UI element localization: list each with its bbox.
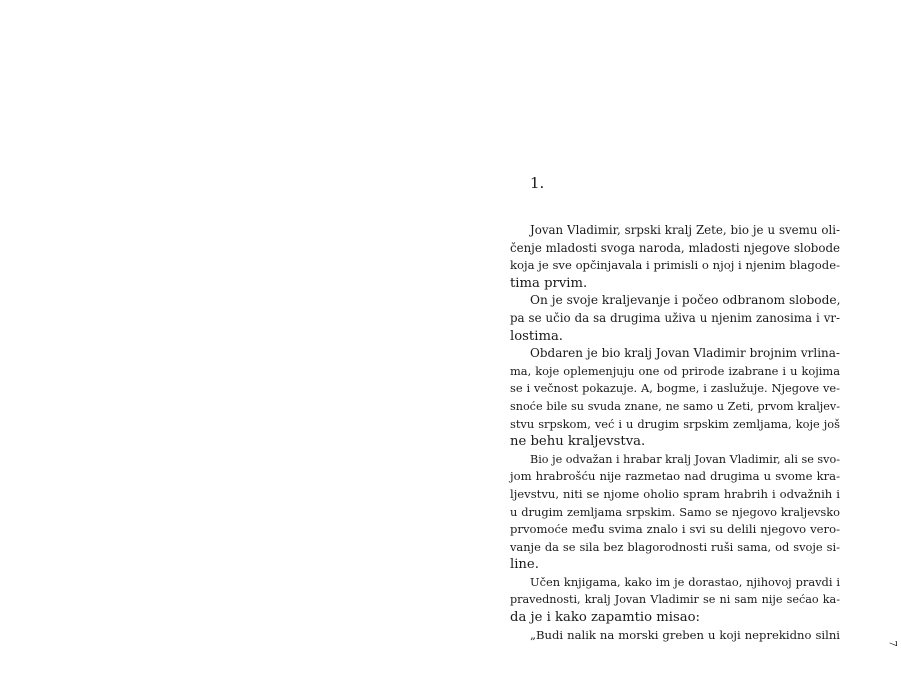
text-line: ma, koje oplemenjuju one od prirode izabrane i u kojima (510, 363, 840, 378)
text-line: jom hrabrošću nije razmetao nad drugima u svome kra- (510, 469, 840, 484)
text-line: Učen knjigama, kako im je dorastao, njihovoj pravdi i (530, 574, 840, 589)
text-line: koja je sve opčinjavala i primisli o njoj i njenim blagode- (510, 258, 840, 273)
text-line: „Budi nalik na morski greben u koji neprekidno silni (530, 627, 840, 642)
text-line: prvomoće među svima znalo i svi su delili njegovo vero- (510, 522, 840, 537)
text-line: Jovan Vladimir, srpski kralj Zete, bio je u svemu oli- (530, 223, 840, 237)
chapter-number: 1. (530, 174, 545, 192)
text-line: On je svoje kraljevanje i počeo odbranom slobode, (530, 293, 841, 308)
text-line: snoće bile su svuda znane, ne samo u Zeti, prvom kraljev- (510, 399, 840, 413)
text-line: ne behu kraljevstva. (510, 434, 646, 450)
text-line: u drugim zemljama srpskim. Samo se njegovo kraljevsko (510, 504, 840, 519)
text-line: čenje mladosti svoga naroda, mladosti njegove slobode (510, 240, 840, 255)
text-line: Obdaren je bio kralj Jovan Vladimir brojnim vrlina- (530, 346, 840, 361)
text-line: vanje da se sila bez blagorodnosti ruši sama, od svoje si- (510, 539, 840, 554)
text-line: line. (510, 557, 539, 573)
text-line: se i večnost pokazuje. A, bogme, i zaslužuje. Njegove ve- (510, 381, 840, 396)
body-text (510, 222, 840, 644)
text-line: lostima. (510, 328, 564, 344)
text-line: stvu srpskom, već i u drugim srpskim zemljama, koje još (510, 416, 840, 431)
text-line: da je i kako zapamtio misao: (510, 610, 700, 626)
text-line: pa se učio da sa drugima uživa u njenim zanosima i vr- (510, 310, 840, 325)
text-line: tima prvim. (510, 275, 588, 291)
text-line: Bio je odvažan i hrabar kralj Jovan Vladimir, ali se svo- (530, 452, 840, 466)
text-line: pravednosti, kralj Jovan Vladimir se ni sam nije sećao ka- (510, 593, 840, 607)
text-line: ljevstvu, niti se njome oholio spram hrabrih i odvažnih i (510, 486, 840, 501)
page-number: 7 (886, 640, 898, 647)
